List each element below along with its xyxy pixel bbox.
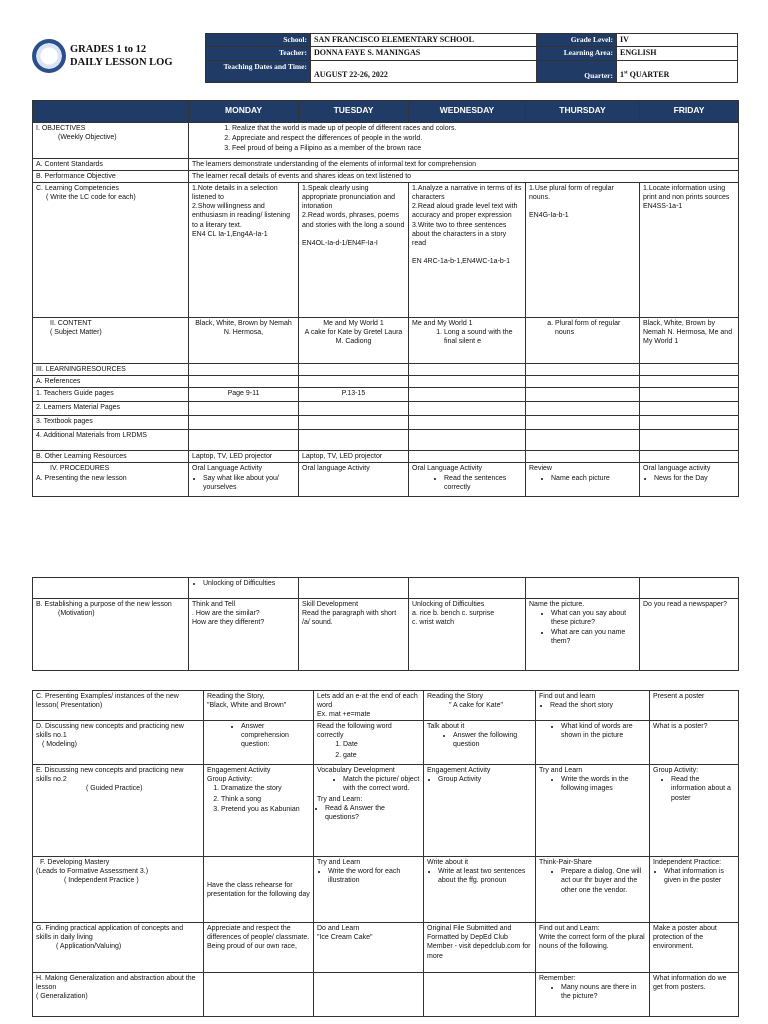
discussing-2-label: E. Discussing new concepts and practicing new skills no.2 ( Guided Practice) [33, 765, 204, 857]
purpose-monday: Think and Tell . How are the similar? How are they different? [189, 599, 299, 671]
other-resources-monday: Laptop, TV, LED projector [189, 451, 299, 463]
objective-item: 3. Feel proud of being a Filipino as a member of the brown race [232, 144, 735, 153]
g-tuesday: Do and Learn "Ice Cream Cake" [314, 923, 424, 973]
content-tuesday: Me and My World 1 A cake for Kate by Gretel Laura M. Cadiong [299, 318, 409, 364]
lesson-table-page1 [32, 100, 739, 497]
lc-thursday: 1.Use plural form of regular nouns. EN4G-Ia-b-1 [526, 183, 640, 318]
application-label: G. Finding practical application of concepts and skills in daily living ( Application/Valuing) [33, 923, 204, 973]
c-thursday: Find out and learn • Read the short story [536, 691, 650, 721]
content-friday: Black, White, Brown by Nemah N. Hermosa, Me and My World 1 [640, 318, 739, 364]
grade-value: IV [617, 34, 738, 47]
tg-monday: Page 9-11 [189, 388, 299, 402]
day-header-blank [33, 101, 189, 123]
content-label: II. CONTENT ( Subject Matter) [33, 318, 189, 364]
grade-label: Grade Level: [537, 34, 617, 47]
lc-wednesday: 1.Analyze a narrative in terms of its characters 2.Read aloud grade level text with accuracy and proper expression 3.Write two to three sentences about the characters in a story read EN 4RC-1a-b-1,EN4WC-1a-b-1 [409, 183, 526, 318]
e-tuesday: Vocabulary Development • Match the picture/ object with the correct word. Try and Learn: • Read & Answer the questions? [314, 765, 424, 857]
other-resources-tuesday: Laptop, TV, LED projector [299, 451, 409, 463]
teacher-value: DONNA FAYE S. MANINGAS [311, 47, 537, 60]
h-thursday: Remember: • Many nouns are there in the picture? [536, 973, 650, 1017]
header-brand [32, 34, 198, 80]
d-thursday: • What kind of words are shown in the picture [536, 721, 650, 765]
presenting-monday: Oral Language Activity • Say what like about you/ yourselves [189, 463, 299, 497]
doc-title [70, 43, 173, 69]
quarter-label: Quarter: [537, 60, 617, 82]
title-line-2: DAILY LESSON LOG [70, 57, 173, 69]
e-monday: Engagement Activity Group Activity: 1. Dramatize the story 2. Think a song 3. Pretend you as Kabunian [204, 765, 314, 857]
generalization-label: H. Making Generalization and abstraction about the lesson ( Generalization) [33, 973, 204, 1017]
content-standards-label: A. Content Standards [33, 159, 189, 171]
objective-item: 1. Realize that the world is made up of people of different races and colors. [232, 124, 735, 133]
continued-monday: • Unlocking of Difficulties [189, 578, 299, 599]
dates-value: AUGUST 22-26, 2022 [311, 60, 537, 82]
school-value: SAN FRANCISCO ELEMENTARY SCHOOL [311, 34, 537, 47]
purpose-wednesday: Unlocking of Difficulties a. rice b. bench c. surprise c. wrist watch [409, 599, 526, 671]
quarter-value: 1st QUARTER [617, 60, 738, 82]
objectives-label: I. OBJECTIVES (Weekly Objective) [33, 123, 189, 159]
day-friday: FRIDAY [640, 101, 739, 123]
title-line-1: GRADES 1 to 12 [70, 44, 147, 55]
area-label: Learning Area: [537, 47, 617, 60]
presenting-tuesday: Oral language Activity [299, 463, 409, 497]
discussing-1-label: D. Discussing new concepts and practicing new skills no.1 ( Modeling) [33, 721, 204, 765]
developing-mastery-label: F. Developing Mastery (Leads to Formative Assessment 3.) ( Independent Practice ) [33, 857, 204, 923]
purpose-tuesday: Skill Development Read the paragraph with short /a/ sound. [299, 599, 409, 671]
f-thursday: Think-Pair-Share • Prepare a dialog. One will act our thr buyer and the other one the vendor. [536, 857, 650, 923]
g-monday: Appreciate and respect the differences of people/ classmate. Being proud of our own race, [204, 923, 314, 973]
dates-label: Teaching Dates and Time: [206, 60, 311, 82]
presenting-friday: Oral language activity • News for the Day [640, 463, 739, 497]
learning-resources-label: III. LEARNINGRESOURCES [33, 364, 189, 376]
learners-material-label: 2. Learners Material Pages [33, 402, 189, 416]
lc-monday: 1.Note details in a selection listened to 2.Show willingness and enthusiasm in reading/ listening to a literary text. EN4 CL Ia-1,Eng4A-Ia-1 [189, 183, 299, 318]
presenting-wednesday: Oral Language Activity • Read the sentences correctly [409, 463, 526, 497]
presenting-examples-label: C. Presenting Examples/ instances of the new lesson( Presentation) [33, 691, 204, 721]
references-label: A. References [33, 376, 189, 388]
purpose-label: B. Establishing a purpose of the new lesson (Motivation) [33, 599, 189, 671]
teacher-label: Teacher: [206, 47, 311, 60]
g-wednesday: Original File Submitted and Formatted by DepEd Club Member - visit depedclub.com for more [424, 923, 536, 973]
f-friday: Independent Practice: • What information is given in the poster [650, 857, 739, 923]
c-friday: Present a poster [650, 691, 739, 721]
g-friday: Make a poster about protection of the environment. [650, 923, 739, 973]
tg-tuesday: P.13-15 [299, 388, 409, 402]
content-thursday: a. Plural form of regular nouns [526, 318, 640, 364]
performance-objective-label: B. Performance Objective [33, 171, 189, 183]
c-tuesday: Lets add an e-at the end of each word Ex. mat +e=mate [314, 691, 424, 721]
content-wednesday: Me and My World 1 1. Long a sound with the final silent e [409, 318, 526, 364]
school-label: School: [206, 34, 311, 47]
lesson-table-page2 [32, 577, 739, 671]
day-thursday: THURSDAY [526, 101, 640, 123]
g-thursday: Find out and Learn: Write the correct form of the plural nouns of the following. [536, 923, 650, 973]
c-wednesday: Reading the Story " A cake for Kate" [424, 691, 536, 721]
day-monday: MONDAY [189, 101, 299, 123]
area-value: ENGLISH [617, 47, 738, 60]
f-monday: Have the class rehearse for presentation for the following day [204, 857, 314, 923]
day-wednesday: WEDNESDAY [409, 101, 526, 123]
presenting-thursday: Review • Name each picture [526, 463, 640, 497]
lc-friday: 1.Locate information using print and non prints sources EN4SS-1a-1 [640, 183, 739, 318]
day-tuesday: TUESDAY [299, 101, 409, 123]
procedures-label: IV. PROCEDURES A. Presenting the new lesson [33, 463, 189, 497]
other-resources-label: B. Other Learning Resources [33, 451, 189, 463]
purpose-friday: Do you read a newspaper? [640, 599, 739, 671]
learning-competencies-label: C. Learning Competencies ( Write the LC code for each) [33, 183, 189, 318]
performance-objective-value: The learner recall details of events and shares ideas on text listened to [189, 171, 739, 183]
additional-materials-label: 4. Additional Materials from LRDMS [33, 430, 189, 451]
f-tuesday: Try and Learn • Write the word for each illustration [314, 857, 424, 923]
c-monday: Reading the Story, "Black, White and Brown" [204, 691, 314, 721]
d-monday: • Answer comprehension question: [204, 721, 314, 765]
lesson-table-page3 [32, 690, 739, 1017]
d-friday: What is a poster? [650, 721, 739, 765]
e-friday: Group Activity: • Read the information about a poster [650, 765, 739, 857]
e-thursday: Try and Learn • Write the words in the following images [536, 765, 650, 857]
objective-item: 2. Appreciate and respect the differences of people in the world. [232, 134, 735, 143]
purpose-thursday: Name the picture. • What can you say about these picture? • What are can you name them? [526, 599, 640, 671]
d-wednesday: Talk about it • Answer the following question [424, 721, 536, 765]
textbook-pages-label: 3. Textbook pages [33, 416, 189, 430]
d-tuesday: Read the following word correctly 1. Date 2. gate [314, 721, 424, 765]
objectives-list [189, 123, 739, 159]
teachers-guide-label: 1. Teachers Guide pages [33, 388, 189, 402]
content-monday: Black, White, Brown by Nemah N. Hermosa, [189, 318, 299, 364]
deped-seal-icon [32, 39, 66, 73]
h-friday: What information do we get from posters. [650, 973, 739, 1017]
content-standards-value: The learners demonstrate understanding of the elements of informal text for comprehension [189, 159, 739, 171]
lc-tuesday: 1.Speak clearly using appropriate pronunciation and intonation 2.Read words, phrases, poems and stories with the long a sound EN4OL-Ia-d-1/EN4F-Ia-I [299, 183, 409, 318]
f-wednesday: Write about it • Write at least two sentences about the ffg. pronoun [424, 857, 536, 923]
header-info-table [205, 33, 738, 83]
e-wednesday: Engagement Activity • Group Activity [424, 765, 536, 857]
